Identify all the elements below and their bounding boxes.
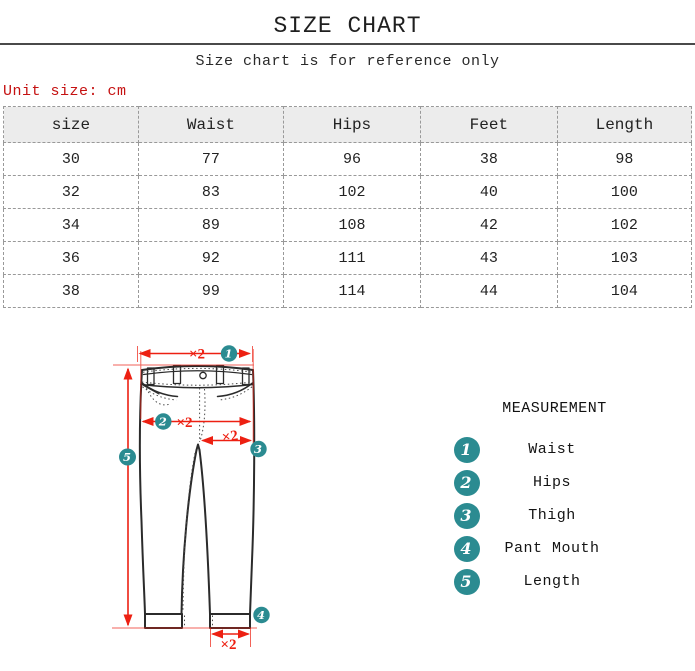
size-table-body — [4, 143, 692, 308]
table-row — [4, 242, 692, 275]
measurement-legend — [437, 401, 672, 598]
legend-number-badge: 3 — [454, 503, 480, 529]
table-cell: 108 — [284, 209, 421, 242]
table-cell: 92 — [138, 242, 283, 275]
table-cell: 99 — [138, 275, 283, 308]
svg-text:4: 4 — [256, 608, 266, 622]
unit-note: Unit size: cm — [3, 83, 127, 100]
table-row — [4, 275, 692, 308]
table-cell: 38 — [4, 275, 139, 308]
thigh-x2-label: ×2 — [220, 427, 240, 447]
subtitle: Size chart is for reference only — [195, 53, 500, 70]
table-row — [4, 209, 692, 242]
marker-1-waist — [221, 345, 237, 361]
col-header-feet: Feet — [420, 107, 557, 143]
table-cell: 114 — [284, 275, 421, 308]
table-cell: 42 — [420, 209, 557, 242]
legend-item-waist — [437, 433, 672, 466]
table-row — [4, 143, 692, 176]
legend-number-badge: 5 — [454, 569, 480, 595]
size-table-head — [4, 107, 692, 143]
table-row — [4, 176, 692, 209]
legend-item-hips — [437, 466, 672, 499]
marker-3-thigh — [250, 441, 266, 457]
legend-number-badge: 1 — [454, 437, 480, 463]
table-header-row — [4, 107, 692, 143]
table-cell: 100 — [557, 176, 691, 209]
size-table — [3, 106, 692, 308]
pants-outline-icon — [140, 366, 254, 629]
svg-text:2: 2 — [158, 414, 167, 429]
svg-text:5: 5 — [122, 450, 132, 464]
legend-items — [437, 433, 672, 598]
marker-4-pant-mouth — [253, 607, 269, 623]
col-header-hips: Hips — [284, 107, 421, 143]
title-divider — [0, 43, 695, 45]
table-cell: 103 — [557, 242, 691, 275]
waist-x2-label: ×2 — [188, 346, 206, 363]
table-cell: 40 — [420, 176, 557, 209]
cuff-x2-label: ×2 — [220, 637, 237, 653]
col-header-length: Length — [557, 107, 691, 143]
table-cell: 89 — [138, 209, 283, 242]
legend-heading: MEASUREMENT — [502, 400, 607, 417]
table-cell: 111 — [284, 242, 421, 275]
measurement-diagram-section — [0, 341, 695, 671]
page-title: SIZE CHART — [273, 13, 422, 39]
table-cell: 83 — [138, 176, 283, 209]
table-cell: 102 — [557, 209, 691, 242]
legend-item-pant-mouth — [437, 532, 672, 565]
table-cell: 96 — [284, 143, 421, 176]
legend-item-thigh — [437, 499, 672, 532]
legend-item-label: Thigh — [528, 507, 576, 524]
col-header-waist: Waist — [138, 107, 283, 143]
legend-item-label: Length — [523, 573, 581, 590]
table-cell: 34 — [4, 209, 139, 242]
legend-number-badge: 4 — [454, 536, 480, 562]
table-cell: 36 — [4, 242, 139, 275]
legend-item-label: Hips — [532, 474, 571, 491]
table-cell: 43 — [420, 242, 557, 275]
svg-text:1: 1 — [224, 346, 233, 361]
hips-x2-label: ×2 — [176, 415, 193, 431]
table-cell: 32 — [4, 176, 139, 209]
table-cell: 102 — [284, 176, 421, 209]
col-header-size: size — [4, 107, 139, 143]
marker-2-hips — [155, 413, 171, 429]
svg-text:3: 3 — [253, 442, 263, 456]
legend-item-length — [437, 565, 672, 598]
table-cell: 98 — [557, 143, 691, 176]
table-cell: 44 — [420, 275, 557, 308]
legend-item-label: Pant Mouth — [504, 540, 600, 557]
table-cell: 38 — [420, 143, 557, 176]
legend-item-label: Waist — [528, 441, 576, 458]
size-chart-page — [0, 13, 695, 671]
table-cell: 30 — [4, 143, 139, 176]
legend-number-badge: 2 — [454, 470, 480, 496]
table-cell: 104 — [557, 275, 691, 308]
marker-5-length — [119, 449, 136, 466]
table-cell: 77 — [138, 143, 283, 176]
